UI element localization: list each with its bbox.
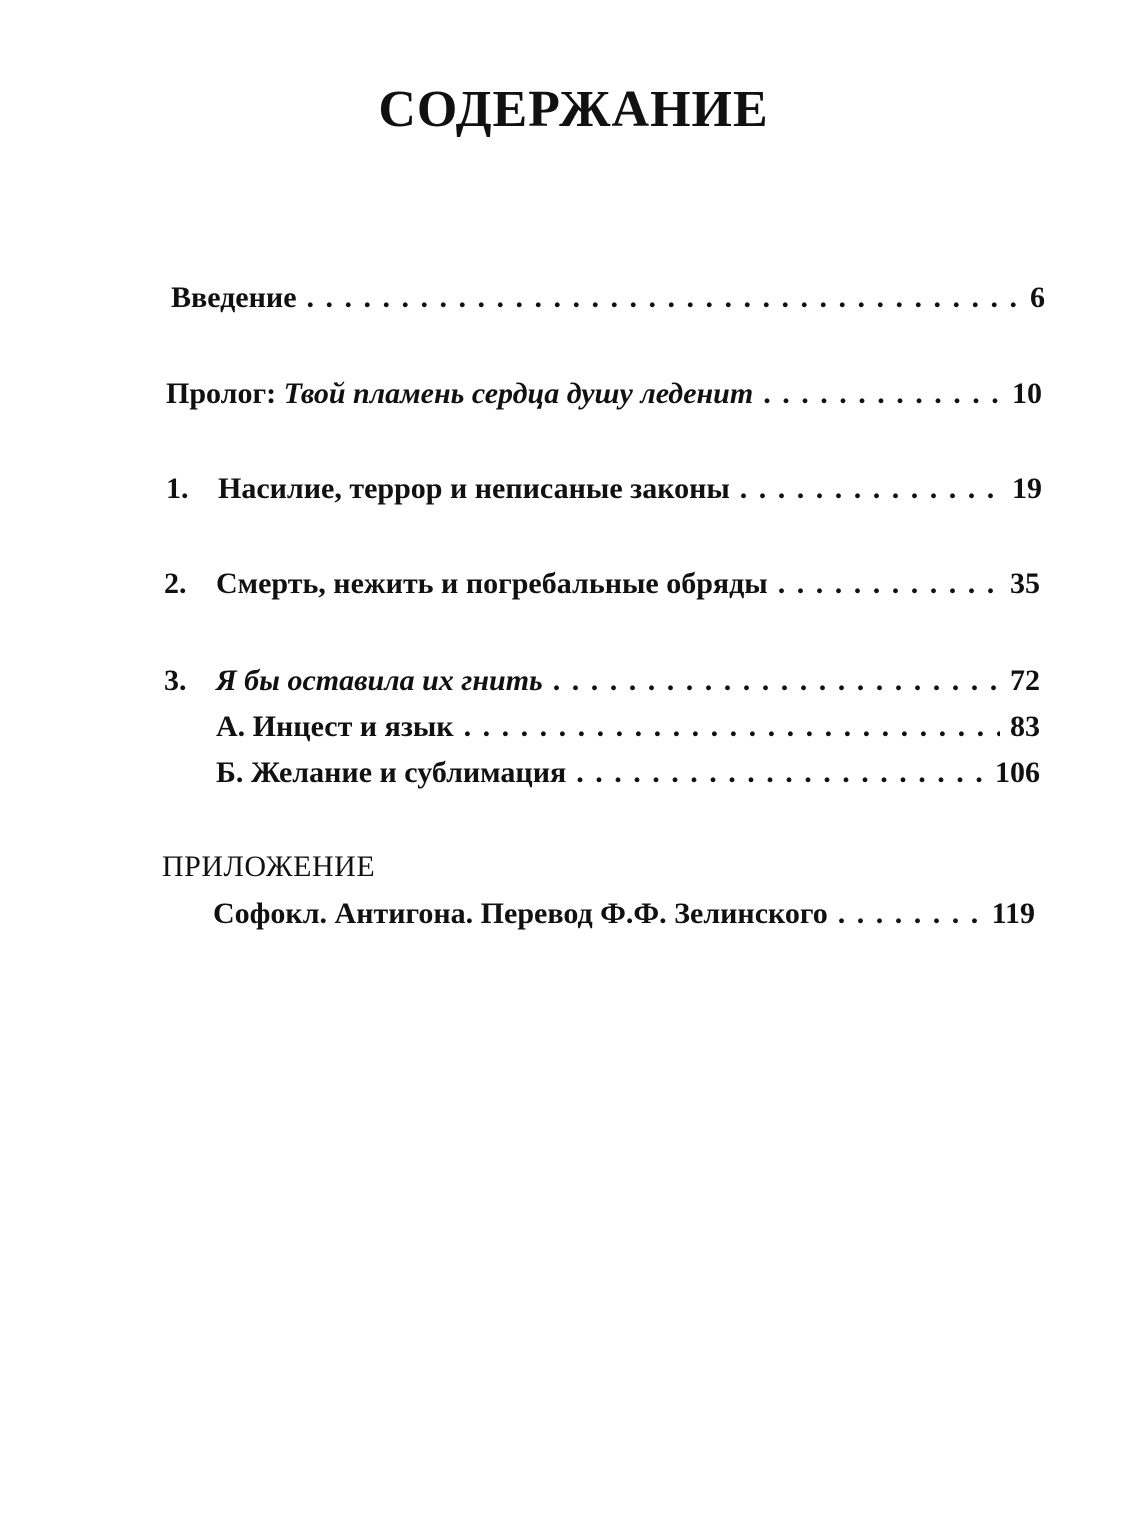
entry-label: Б. Желание и сублимация [216,756,567,789]
toc-entry-prologue[interactable] [166,374,1042,414]
toc-entry-chapter-2[interactable] [164,564,1040,604]
appendix-heading: ПРИЛОЖЕНИЕ [162,850,376,883]
dot-leader [307,278,1020,314]
dot-leader [778,564,1000,600]
dot-leader [763,374,1002,410]
page-number: 19 [1012,472,1042,505]
dot-leader [553,661,1000,697]
entry-label: Твой пламень сердца душу леденит [283,377,754,410]
page-title: СОДЕРЖАНИЕ [378,81,769,138]
page-number: 83 [1010,710,1040,743]
toc-entry-chapter-1[interactable] [166,469,1042,509]
entry-label: Софокл. Антигона. Перевод Ф.Ф. Зелинского [213,897,828,930]
dot-leader [838,894,982,930]
entry-label: Я бы оставила их гнить [216,664,543,697]
page-number: 6 [1030,281,1045,314]
toc-entry-chapter-3a[interactable] [216,707,1040,747]
chapter-number: 2. [164,567,187,600]
dot-leader [576,753,985,789]
dot-leader [740,469,1002,505]
page-number: 35 [1010,567,1040,600]
toc-entry-chapter-3[interactable] [164,661,1040,701]
toc-entry-chapter-3b[interactable] [216,753,1040,793]
page-number: 10 [1012,377,1042,410]
chapter-number: 1. [166,472,189,505]
entry-label: Насилие, террор и неписаные законы [218,472,730,505]
chapter-number: 3. [164,664,187,697]
page-number: 72 [1010,664,1040,697]
toc-entry-appendix[interactable] [213,894,1035,934]
entry-label: А. Инцест и язык [216,710,454,743]
page-number: 106 [995,756,1040,789]
entry-prefix: Пролог: [166,377,284,410]
toc-entry-intro[interactable] [171,278,1045,318]
dot-leader [464,707,1000,743]
page-number: 119 [991,897,1035,930]
entry-label: Смерть, нежить и погребальные обряды [216,567,768,600]
entry-label: Введение [171,281,297,314]
